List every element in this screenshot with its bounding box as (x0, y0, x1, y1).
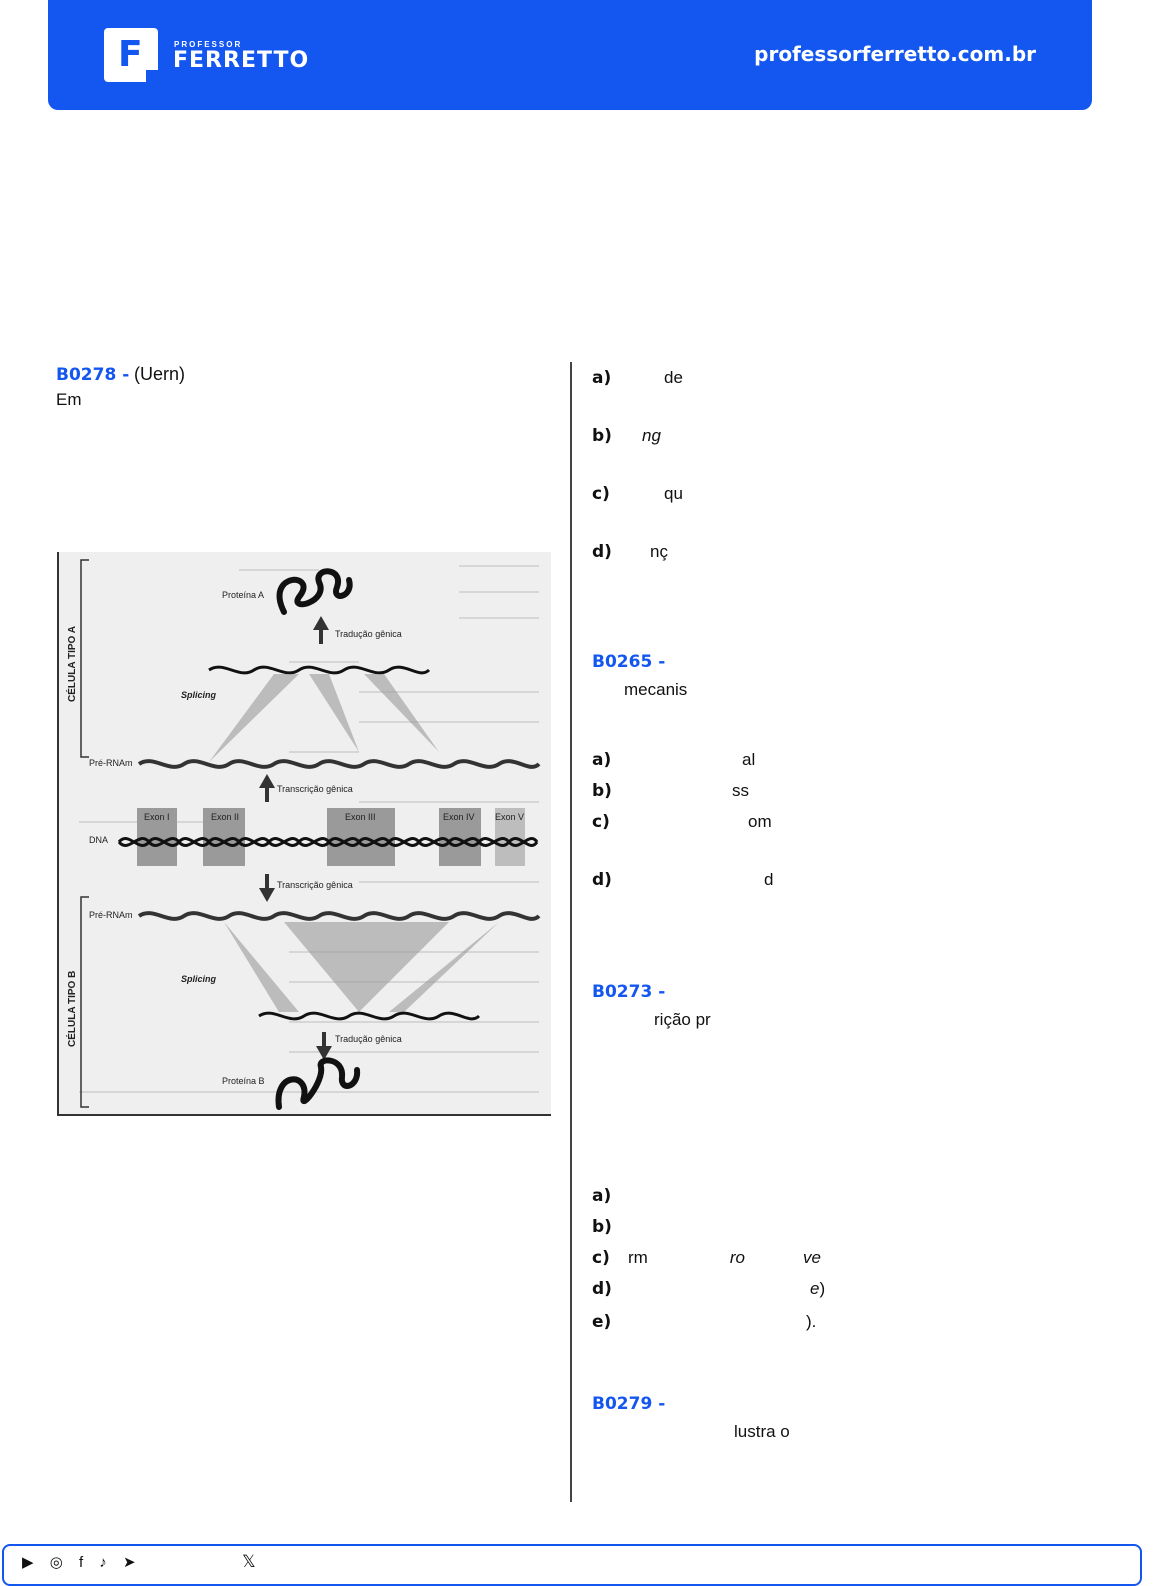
option-letter: a) (592, 1186, 612, 1206)
label-splicing-b: Splicing (181, 974, 217, 984)
x-icon[interactable]: 𝕏 (242, 1552, 256, 1571)
option-text-1: e (810, 1279, 820, 1298)
option-c[interactable] (592, 484, 683, 504)
label-pre-rnam-b: Pré-RNAm (89, 910, 133, 920)
option-letter: e) (592, 1312, 612, 1332)
option-letter: a) (592, 750, 612, 770)
option-text: ss (732, 781, 749, 800)
question-header-b0279 (592, 1394, 665, 1414)
option-letter: c) (592, 1248, 610, 1268)
label-exon-3: Exon III (345, 812, 376, 822)
brand-small-text: PROFESSOR (174, 40, 243, 49)
logo-letter: F (118, 34, 143, 75)
question-id: B0273 - (592, 982, 666, 1002)
site-link[interactable]: professorferretto.com.br (754, 42, 1036, 66)
question-text: rição pr (654, 1010, 711, 1029)
option-c[interactable] (592, 812, 772, 832)
question-text: Em (56, 390, 82, 409)
splicing-figure (57, 552, 551, 1116)
option-letter: b) (592, 781, 612, 801)
brand-name: FERRETTO (173, 48, 310, 73)
label-exon-2: Exon II (211, 812, 240, 822)
option-letter: d) (592, 1279, 612, 1299)
label-celula-a: CÉLULA TIPO A (67, 626, 78, 702)
question-header-b0265 (592, 652, 665, 672)
option-text: qu (664, 484, 683, 503)
option-d[interactable] (592, 870, 773, 890)
option-b[interactable] (592, 1217, 628, 1237)
column-divider (570, 362, 572, 1502)
label-exon-4: Exon IV (443, 812, 475, 822)
option-text-2: ro (729, 1248, 745, 1267)
option-text-1: rm (628, 1248, 648, 1267)
label-transcricao-b: Transcrição gênica (277, 880, 353, 890)
footer-bar (2, 1544, 1142, 1586)
label-exon-1: Exon I (144, 812, 170, 822)
question-source: (Uern) (133, 364, 185, 384)
label-traducao-b: Tradução gênica (335, 1034, 402, 1044)
option-b[interactable] (592, 426, 661, 446)
option-a[interactable] (592, 750, 755, 770)
option-d[interactable] (592, 542, 668, 562)
question-text: lustra o (734, 1422, 790, 1441)
question-id: B0265 - (592, 652, 666, 672)
option-letter: d) (592, 870, 612, 890)
option-text: ng (642, 426, 661, 445)
label-celula-b: CÉLULA TIPO B (67, 970, 78, 1047)
label-proteina-b: Proteína B (222, 1076, 265, 1086)
option-text: al (742, 750, 756, 769)
option-letter: a) (592, 368, 612, 388)
label-exon-5: Exon V (495, 812, 525, 822)
question-id: B0279 - (592, 1394, 666, 1414)
label-splicing-a: Splicing (181, 690, 217, 700)
label-proteina-a: Proteína A (222, 590, 265, 600)
option-letter: b) (592, 1217, 612, 1237)
option-text-2: ) (819, 1279, 826, 1298)
question-header-b0273 (592, 982, 665, 1002)
label-pre-rnam-a: Pré-RNAm (89, 758, 133, 768)
label-transcricao-a: Transcrição gênica (277, 784, 353, 794)
question-text: mecanis (624, 680, 688, 699)
social-icons[interactable]: ▶ ◎ f ♪ ➤ (22, 1554, 142, 1571)
option-text: d (764, 870, 774, 889)
header-banner (48, 0, 1092, 110)
option-text-3: ve (802, 1248, 821, 1267)
option-e[interactable] (592, 1312, 816, 1332)
option-d[interactable] (592, 1279, 825, 1299)
splicing-diagram (59, 552, 551, 1114)
option-text: de (664, 368, 683, 387)
option-letter: d) (592, 542, 612, 562)
option-letter: c) (592, 484, 610, 504)
option-letter: c) (592, 812, 610, 832)
option-text: om (748, 812, 772, 831)
question-id: B0278 - (56, 365, 130, 385)
option-a[interactable] (592, 1186, 628, 1206)
option-c[interactable] (592, 1248, 821, 1268)
option-text: nç (650, 542, 668, 561)
option-b[interactable] (592, 781, 749, 801)
label-dna: DNA (89, 835, 109, 845)
option-letter: b) (592, 426, 612, 446)
option-text: ). (806, 1312, 817, 1331)
label-traducao-a: Tradução gênica (335, 629, 402, 639)
question-header-b0278 (56, 364, 185, 385)
brand-logo[interactable] (104, 28, 158, 82)
logo-fold (146, 70, 158, 82)
option-a[interactable] (592, 368, 683, 388)
